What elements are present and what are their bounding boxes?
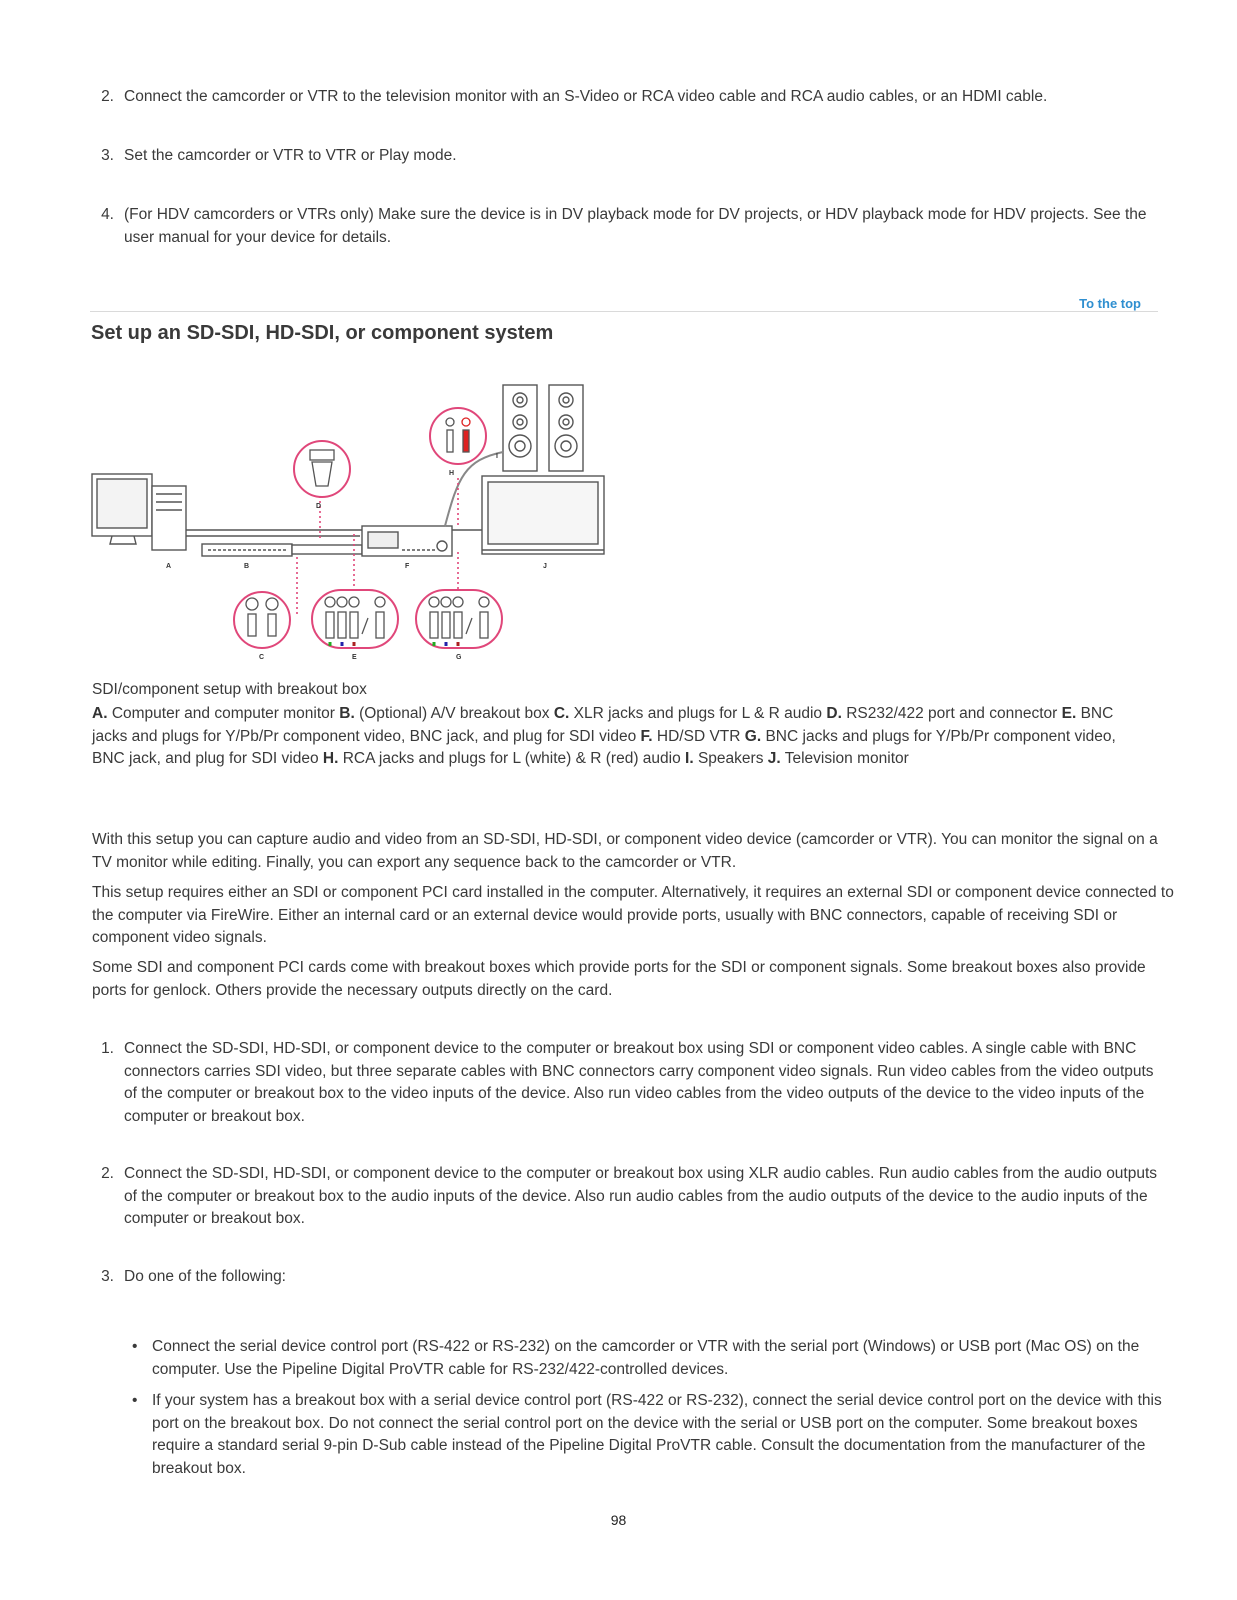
bullet-text: If your system has a breakout box with a serial device control port (RS-422 or RS-232), connect the serial device control port on the device with this port on the breakout box. Do not connect the serial control port on the device with the serial or USB port on the computer. Some breakout boxes require a standard serial 9-pin D-Sub cable instead of the Pipeline Digital ProVTR cable. Consult the documentation from the manufacturer of the breakout box.	[152, 1392, 1162, 1477]
legend-text: Television monitor	[784, 750, 909, 767]
legend-text: BNC jacks and plugs for Y/Pb/Pr component video, BNC jack, and plug for SDI video	[92, 705, 1114, 745]
paragraph: Some SDI and component PCI cards come with breakout boxes which provide ports for the SDI or component signals. Some breakout boxes also provide ports for genlock. Others provide the necessary outputs directly on the card.	[92, 959, 1146, 999]
xlr-jacks-callout	[234, 592, 290, 648]
list-item	[90, 86, 1160, 109]
legend-letter: E.	[1061, 705, 1077, 722]
list-item	[90, 145, 1160, 168]
list-number: 1.	[101, 1040, 114, 1057]
list-text: Connect the SD-SDI, HD-SDI, or component device to the computer or breakout box using XLR audio cables. Run audio cables from the audio outputs of the computer or breakout box to the audio inputs of the device. Also run audio cables from the audio outputs of the device to the audio inputs of the computer or breakout box.	[124, 1165, 1158, 1227]
list-number: 4.	[101, 206, 114, 223]
list-item	[90, 1163, 1160, 1231]
figure-caption-title: SDI/component setup with breakout box	[92, 681, 367, 698]
legend-letter: I.	[685, 750, 694, 767]
section-divider	[90, 311, 1158, 312]
legend-text: XLR jacks and plugs for L & R audio	[573, 705, 823, 722]
callout-f: F	[405, 563, 410, 570]
legend-letter: G.	[744, 727, 762, 745]
legend-letter: H.	[322, 750, 339, 767]
callout-e: E	[352, 654, 357, 661]
legend-letter: B.	[339, 705, 355, 722]
sdi-component-diagram	[90, 382, 610, 667]
section-heading: Set up an SD-SDI, HD-SDI, or component system	[91, 322, 554, 344]
bullet-item	[122, 1336, 1162, 1381]
bnc-jacks-e-callout	[312, 590, 398, 648]
legend-letter: A.	[92, 705, 108, 722]
callout-c: C	[259, 654, 265, 661]
legend-letter: J.	[767, 750, 781, 767]
legend-letter: D.	[826, 705, 842, 722]
bullet-text: Connect the serial device control port (RS-422 or RS-232) on the camcorder or VTR with the serial port (Windows) or USB port (Mac OS) on the computer. Use the Pipeline Digital ProVTR cable for RS-232/422-controlled devices.	[152, 1338, 1140, 1378]
bullet-dot-icon: •	[132, 1392, 138, 1409]
bullet-item	[122, 1390, 1162, 1480]
list-text: Set the camcorder or VTR to VTR or Play mode.	[124, 147, 457, 164]
list-item	[90, 204, 1160, 249]
legend-text: RS232/422 port and connector	[846, 705, 1058, 722]
speaker-right-shape	[549, 385, 583, 471]
list-text: Connect the SD-SDI, HD-SDI, or component device to the computer or breakout box using SDI or component video cables. A single cable with BNC connectors carries SDI video, but three separate cables with BNC connectors carry component video signals. Run video cables from the video outputs of the computer or breakout box to the video inputs of the device. Also run video cables from the video outputs of the device to the video inputs of the computer or breakout box.	[124, 1040, 1154, 1125]
page-number: 98	[610, 1512, 627, 1528]
callout-b: B	[244, 563, 250, 570]
computer-tower-shape	[152, 486, 186, 550]
callout-d: D	[316, 503, 322, 510]
paragraph: This setup requires either an SDI or component PCI card installed in the computer. Alternatively, it requires an external SDI or component device connected to the computer via FireWire. Either an internal card or an external device would provide ports, usually with BNC connectors, capable of receiving SDI or component video signals.	[92, 884, 1174, 946]
legend-text: HD/SD VTR	[656, 727, 741, 745]
list-text: Connect the camcorder or VTR to the television monitor with an S-Video or RCA video cable and RCA audio cables, or an HDMI cable.	[124, 88, 1048, 105]
paragraph: With this setup you can capture audio and video from an SD-SDI, HD-SDI, or component video device (camcorder or VTR). You can monitor the signal on a TV monitor while editing. Finally, you can export any sequence back to the camcorder or VTR.	[92, 831, 1158, 871]
callout-j: J	[543, 563, 547, 570]
figure-caption-legend	[92, 703, 1152, 771]
list-number: 3.	[101, 1268, 114, 1285]
legend-text: Speakers	[697, 750, 764, 767]
legend-text: BNC jacks and plugs for Y/Pb/Pr component video, BNC jack, and plug for SDI video	[92, 727, 1116, 767]
list-item	[90, 1266, 1160, 1289]
setup-diagram	[90, 382, 610, 672]
list-number: 2.	[101, 1165, 114, 1182]
list-text: Do one of the following:	[124, 1268, 286, 1285]
legend-letter: F.	[640, 727, 653, 745]
to-the-top-link[interactable]: To the top	[1079, 296, 1141, 311]
list-number: 2.	[101, 88, 114, 105]
bullet-dot-icon: •	[132, 1338, 138, 1355]
legend-text: (Optional) A/V breakout box	[359, 705, 550, 722]
callout-g: G	[456, 654, 462, 661]
legend-letter: C.	[553, 705, 570, 722]
callout-i: I	[496, 453, 498, 460]
callout-h: H	[449, 470, 455, 477]
legend-text: Computer and computer monitor	[111, 705, 335, 722]
list-text: (For HDV camcorders or VTRs only) Make sure the device is in DV playback mode for DV projects, or HDV playback mode for HDV projects. See the user manual for your device for details.	[124, 206, 1147, 246]
list-item	[90, 1038, 1160, 1128]
rca-jacks-callout	[430, 408, 486, 464]
speaker-left-shape	[503, 385, 537, 471]
callout-a: A	[166, 563, 172, 570]
list-number: 3.	[101, 147, 114, 164]
bnc-jacks-g-callout	[416, 590, 502, 648]
legend-text: RCA jacks and plugs for L (white) & R (red) audio	[342, 750, 681, 767]
